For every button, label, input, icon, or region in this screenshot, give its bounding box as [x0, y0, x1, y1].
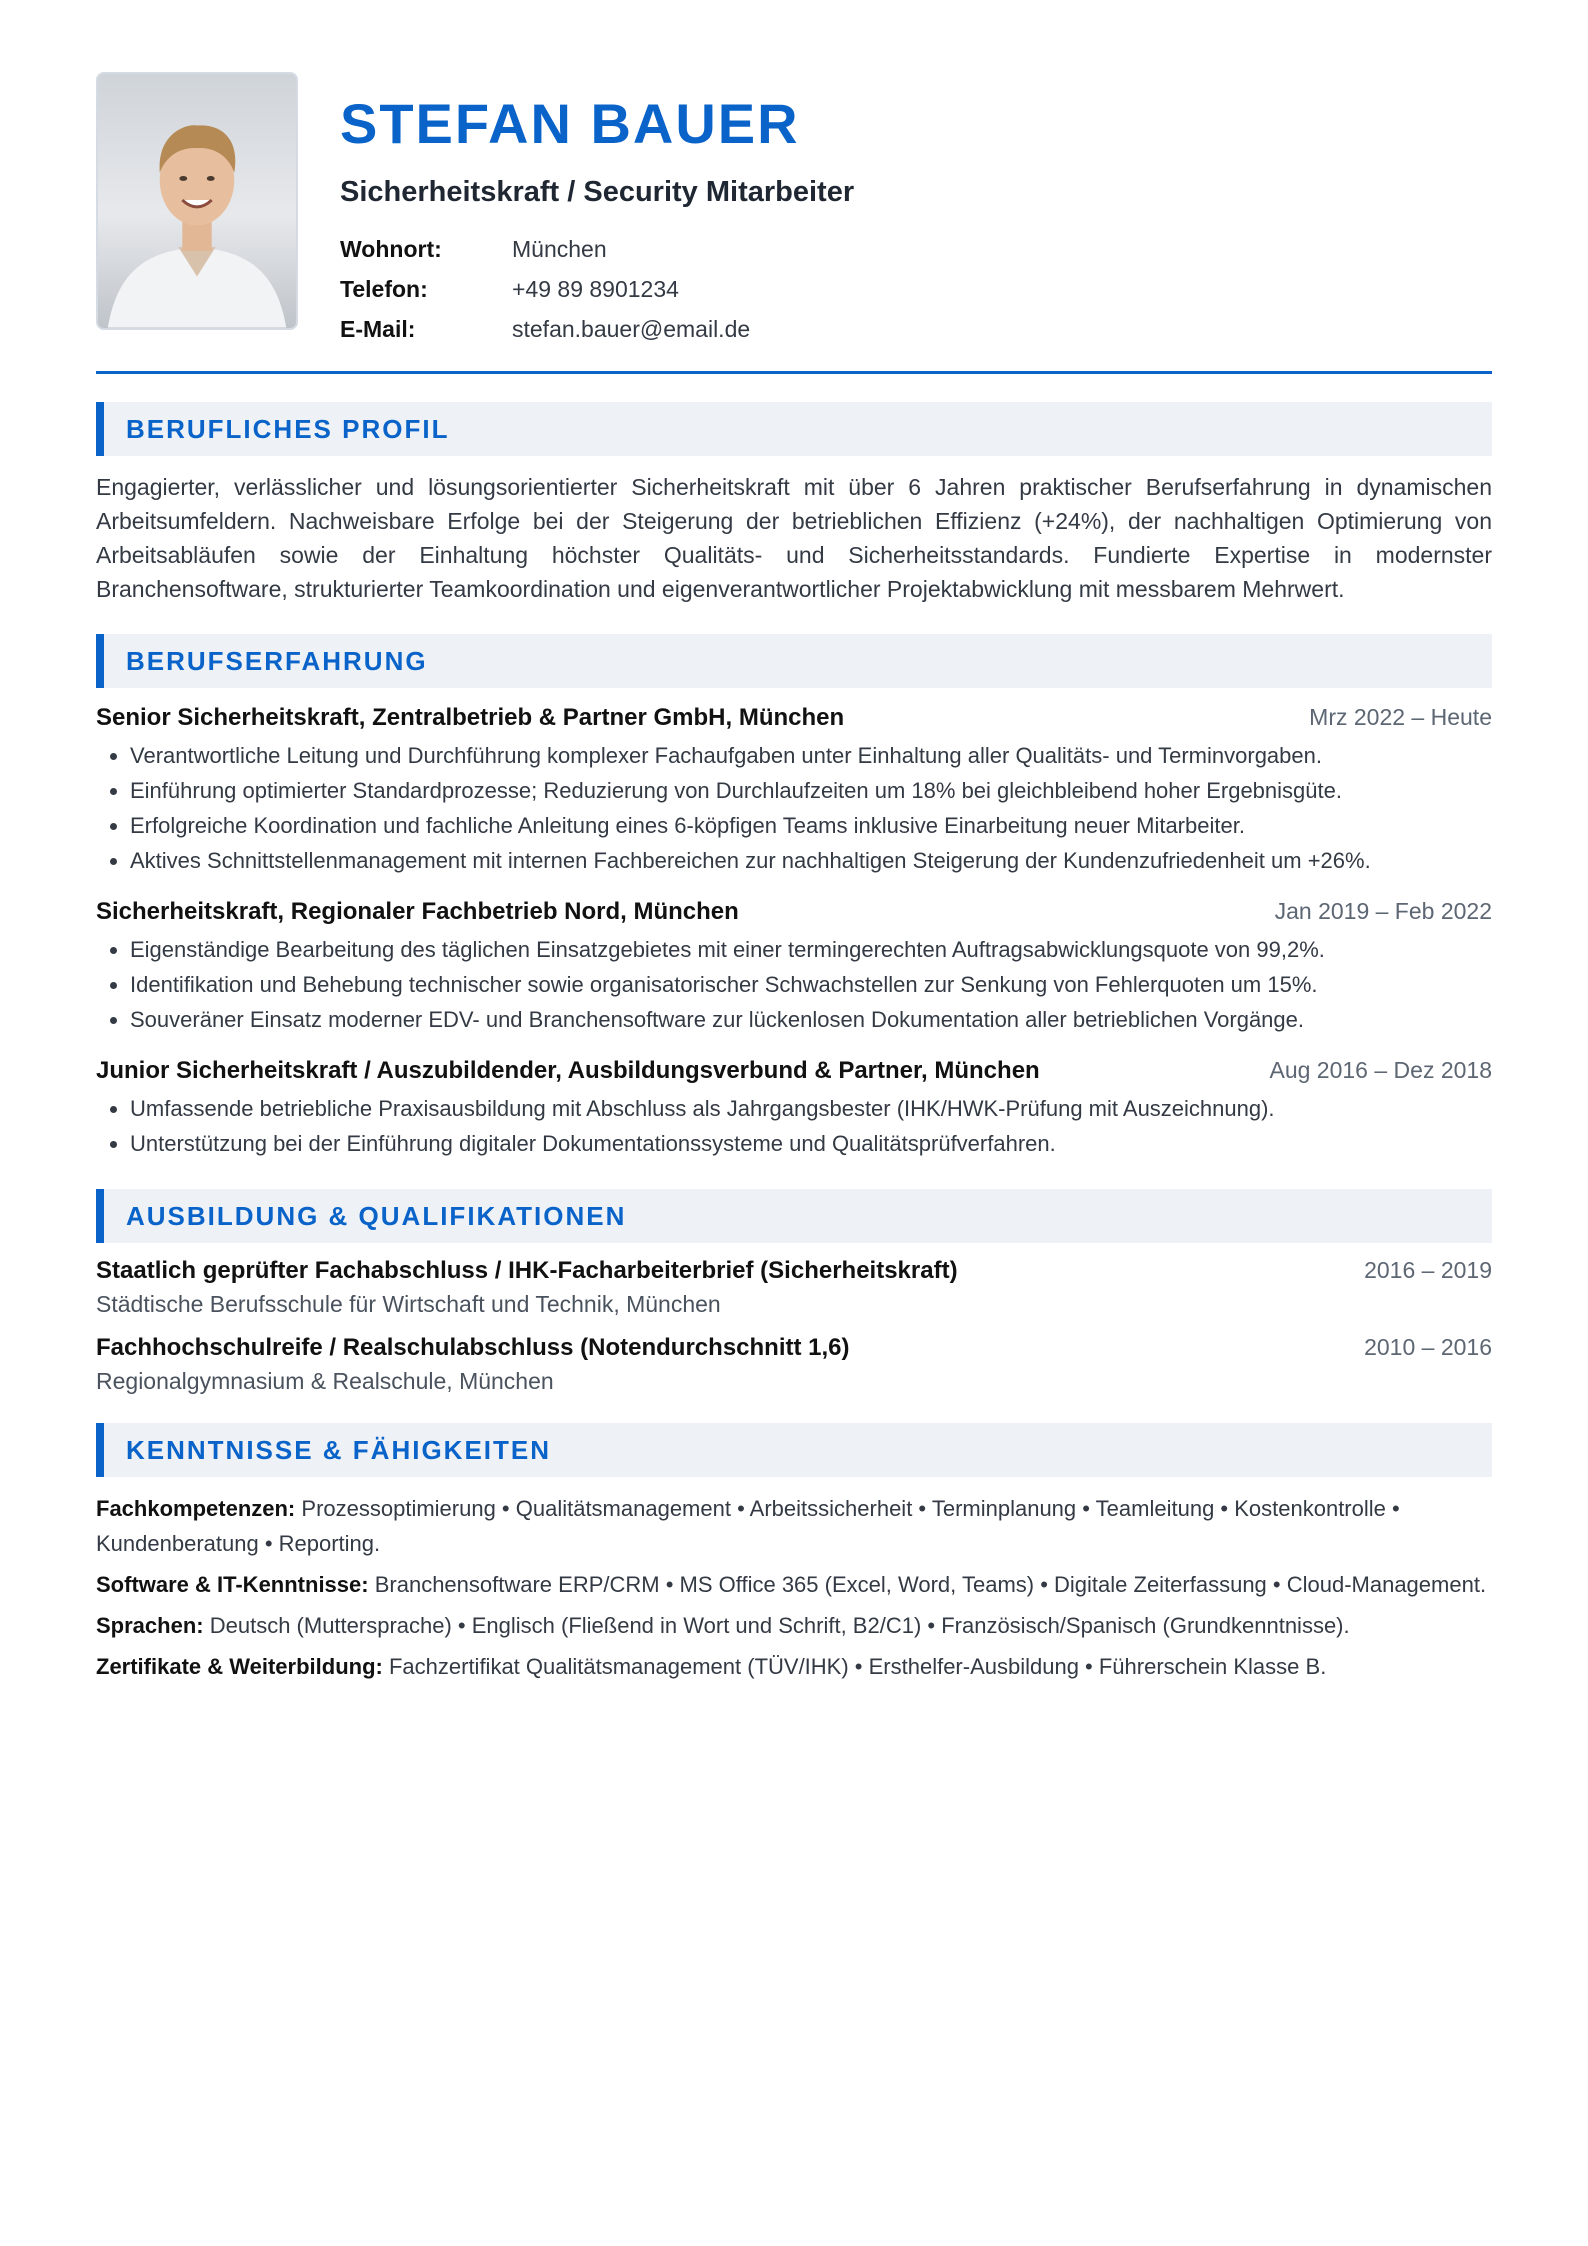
education-header	[96, 1257, 1492, 1285]
job-header	[96, 704, 1492, 732]
job-bullets	[96, 738, 1492, 878]
contact-list	[340, 229, 854, 349]
job-header	[96, 898, 1492, 926]
contact-label: Telefon:	[340, 276, 428, 302]
job-date: Mrz 2022 – Heute	[1309, 704, 1492, 730]
education-degree: Staatlich geprüfter Fachabschluss / IHK-Facharbeiterbrief (Sicherheitskraft)	[96, 1257, 958, 1284]
contact-row-email	[340, 309, 854, 349]
job-bullet: • Aktives Schnittstellenmanagement mit internen Fachbereichen zur nachhaltigen Steigerung der Kundenzufriedenheit um +26%.	[130, 843, 1492, 878]
job-position: Senior Sicherheitskraft, Zentralbetrieb & Partner GmbH, München	[96, 704, 845, 731]
skill-label: Sprachen:	[96, 1613, 204, 1638]
contact-label: Wohnort:	[340, 236, 442, 262]
skill-item	[96, 1491, 1492, 1561]
skill-item	[96, 1567, 1492, 1602]
job-bullet: • Umfassende betriebliche Praxisausbildung mit Abschluss als Jahrgangsbester (IHK/HWK-Prüfung mit Auszeichnung).	[130, 1091, 1492, 1126]
skill-text: Branchensoftware ERP/CRM • MS Office 365 (Excel, Word, Teams) • Digitale Zeiterfassung • Cloud-Management.	[374, 1572, 1487, 1597]
skill-label: Fachkompetenzen:	[96, 1496, 296, 1521]
candidate-name: STEFAN BAUER	[340, 92, 800, 155]
job-bullets	[96, 932, 1492, 1037]
skill-text: Deutsch (Muttersprache) • Englisch (Fließend in Wort und Schrift, B2/C1) • Französisch/Spanisch (Grundkenntnisse).	[209, 1613, 1350, 1638]
education-school: Regionalgymnasium & Realschule, München	[96, 1368, 554, 1394]
education-entry	[96, 1257, 1492, 1318]
job-bullet: • Identifikation und Behebung technischer sowie organisatorischer Schwachstellen zur Senkung von Fehlerquoten um 15%.	[130, 967, 1492, 1002]
section-heading-experience	[96, 634, 1492, 688]
job-bullet: • Verantwortliche Leitung und Durchführung komplexer Fachaufgaben unter Einhaltung aller Qualitäts- und Terminvorgaben.	[130, 738, 1492, 773]
header-info	[340, 72, 854, 349]
section-heading-text: KENNTNISSE & FÄHIGKEITEN	[126, 1434, 552, 1465]
job-entry	[96, 898, 1492, 1037]
skills-list	[96, 1491, 1492, 1684]
education-entry	[96, 1334, 1492, 1395]
job-bullet: • Erfolgreiche Koordination und fachliche Anleitung eines 6-köpfigen Teams inklusive Einarbeitung neuer Mitarbeiter.	[130, 808, 1492, 843]
education-degree: Fachhochschulreife / Realschulabschluss (Notendurchschnitt 1,6)	[96, 1334, 850, 1361]
job-bullet: • Souveräner Einsatz moderner EDV- und Branchensoftware zur lückenlosen Dokumentation aller betrieblichen Vorgänge.	[130, 1002, 1492, 1037]
education-school: Städtische Berufsschule für Wirtschaft und Technik, München	[96, 1291, 721, 1317]
resume-header	[96, 72, 1492, 349]
job-bullet: • Einführung optimierter Standardprozesse; Reduzierung von Durchlaufzeiten um 18% bei gleichbleibend hoher Ergebnisgüte.	[130, 773, 1492, 808]
contact-row-wohnort	[340, 229, 854, 269]
job-position: Junior Sicherheitskraft / Auszubildender, Ausbildungsverbund & Partner, München	[96, 1057, 1040, 1084]
job-title: Sicherheitskraft / Security Mitarbeiter	[340, 176, 855, 208]
person-portrait-icon	[98, 74, 296, 328]
section-heading-text: AUSBILDUNG & QUALIFIKATIONEN	[126, 1200, 627, 1231]
contact-value: +49 89 8901234	[512, 276, 679, 302]
education-date: 2016 – 2019	[1364, 1257, 1492, 1283]
skill-item	[96, 1649, 1492, 1684]
job-bullets	[96, 1091, 1492, 1161]
section-heading-text: BERUFSERFAHRUNG	[126, 645, 428, 676]
skill-label: Zertifikate & Weiterbildung:	[96, 1654, 383, 1679]
education-date: 2010 – 2016	[1364, 1334, 1492, 1360]
profile-photo	[96, 72, 298, 330]
job-bullet: • Eigenständige Bearbeitung des täglichen Einsatzgebietes mit einer termingerechten Auftragsabwicklungsquote von 99,2%.	[130, 932, 1492, 967]
section-heading-profile	[96, 402, 1492, 456]
job-entry	[96, 1057, 1492, 1161]
header-divider	[96, 371, 1492, 374]
skill-text: Fachzertifikat Qualitätsmanagement (TÜV/IHK) • Ersthelfer-Ausbildung • Führerschein Klasse B.	[388, 1654, 1327, 1679]
skill-text: Prozessoptimierung • Qualitätsmanagement • Arbeitssicherheit • Terminplanung • Teamleitung • Kostenkontrolle • Kundenberatung • Reporting.	[96, 1496, 1400, 1556]
skill-item	[96, 1608, 1492, 1643]
job-date: Jan 2019 – Feb 2022	[1274, 898, 1492, 924]
job-header	[96, 1057, 1492, 1085]
profile-text: Engagierter, verlässlicher und lösungsorientierter Sicherheitskraft mit über 6 Jahren praktischer Berufserfahrung in dynamischen Arbeitsumfeldern. Nachweisbare Erfolge bei der Steigerung der betrieblichen Effizienz (+24%), der nachhaltigen Optimierung von Arbeitsabläufen sowie der Einhaltung höchster Qualitäts- und Sicherheitsstandards. Fundierte Expertise in modernster Branchensoftware, strukturierter Teamkoordination und eigenverantwortlicher Projektabwicklung mit messbarem Mehrwert.	[96, 474, 1492, 602]
section-heading-text: BERUFLICHES PROFIL	[126, 413, 450, 444]
contact-value: München	[512, 236, 607, 262]
section-heading-skills	[96, 1423, 1492, 1477]
job-bullet: • Unterstützung bei der Einführung digitaler Dokumentationssysteme und Qualitätsprüfverfahren.	[130, 1126, 1492, 1161]
contact-label: E-Mail:	[340, 316, 416, 342]
education-header	[96, 1334, 1492, 1362]
job-date: Aug 2016 – Dez 2018	[1269, 1057, 1492, 1083]
skill-label: Software & IT-Kenntnisse:	[96, 1572, 369, 1597]
section-heading-education	[96, 1189, 1492, 1243]
job-position: Sicherheitskraft, Regionaler Fachbetrieb Nord, München	[96, 898, 739, 925]
contact-value: stefan.bauer@email.de	[512, 316, 751, 342]
job-entry	[96, 704, 1492, 878]
contact-row-telefon	[340, 269, 854, 309]
